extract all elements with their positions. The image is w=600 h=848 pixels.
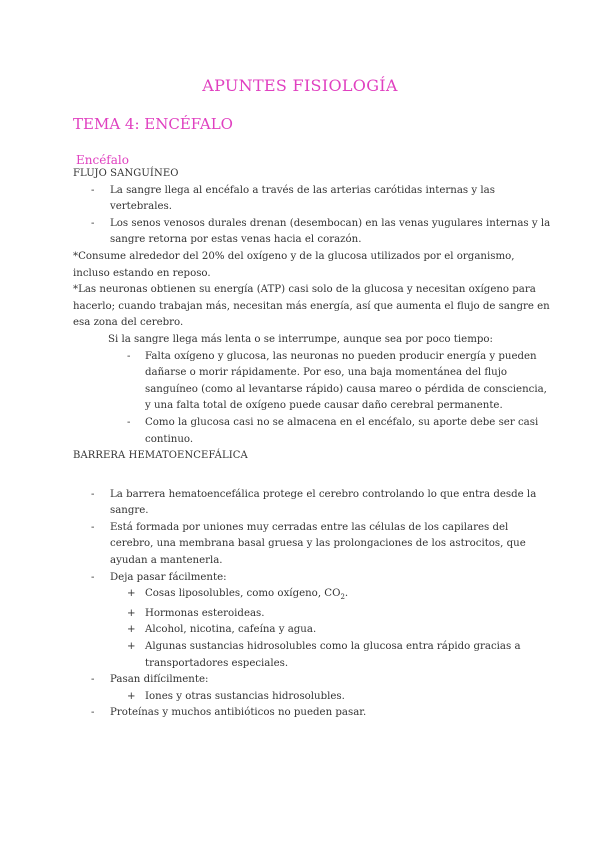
list-item-line: ayudan a mantenerla. — [110, 555, 223, 567]
list-item — [73, 639, 533, 672]
list-item — [73, 606, 533, 623]
note-line: incluso estando en reposo. — [73, 267, 211, 279]
list-item-line: sangre retorna por estas venas hacia el corazón. — [110, 234, 362, 246]
list-item-line: y una falta total de oxígeno puede causar daño cerebral permanente. — [145, 400, 503, 412]
list-item-text: Cosas liposolubles, como oxígeno, CO — [145, 588, 341, 600]
list-item — [73, 622, 533, 639]
plus-bullet: + — [127, 588, 136, 600]
barrera-heading: BARRERA HEMATOENCEFÁLICA — [73, 450, 248, 462]
list-item — [73, 705, 533, 722]
dash-bullet: - — [91, 707, 95, 719]
topic-heading: TEMA 4: ENCÉFALO — [73, 115, 233, 133]
list-item-line: Algunas sustancias hidrosolubles como la glucosa entra rápido gracias a — [145, 641, 521, 653]
list-item-line: sanguíneo (como al levantarse rápido) causa mareo o pérdida de consciencia, — [145, 383, 547, 395]
flujo-heading: FLUJO SANGUÍNEO — [73, 168, 179, 179]
dash-bullet: - — [127, 416, 131, 428]
dash-bullet: - — [91, 571, 95, 583]
list-item-line: cerebro, una membrana basal gruesa y las prolongaciones de los astrocitos, que — [110, 538, 526, 550]
note-line: *Consume alrededor del 20% del oxígeno y de la glucosa utilizados por el organismo, — [73, 250, 515, 262]
list-item-line: Deja pasar fácilmente: — [110, 571, 227, 583]
list-item-line: Los senos venosos durales drenan (desembocan) en las venas yugulares internas y la — [110, 217, 551, 229]
list-item-line — [145, 586, 533, 606]
list-item — [73, 570, 533, 587]
list-item-line: La sangre llega al encéfalo a través de las arterias carótidas internas y las — [110, 184, 495, 196]
spacer — [73, 465, 533, 487]
list-item-line: sangre. — [110, 505, 149, 517]
list-item-line: Está formada por uniones muy cerradas entre las células de los capilares del — [110, 521, 509, 533]
dash-bullet: - — [91, 488, 95, 500]
section-subheading: Encéfalo — [76, 153, 129, 167]
note-line: esa zona del cerebro. — [73, 317, 184, 329]
list-item — [73, 487, 537, 520]
list-item — [73, 349, 547, 415]
dash-bullet: - — [91, 184, 95, 196]
document-title: APUNTES FISIOLOGÍA — [202, 76, 398, 95]
list-item-line: Iones y otras sustancias hidrosolubles. — [145, 690, 345, 702]
list-item-line: transportadores especiales. — [145, 657, 289, 669]
note-line: hacerlo; cuando trabajan más, necesitan más energía, así que aumenta el flujo de sangre en — [73, 300, 550, 312]
list-item-line: Como la glucosa casi no se almacena en el encéfalo, su aporte debe ser casi — [145, 416, 539, 428]
list-item-text: . — [344, 588, 349, 600]
list-item-line: Hormonas esteroideas. — [145, 607, 265, 619]
list-item — [73, 672, 533, 689]
list-item — [73, 216, 551, 249]
dash-bullet: - — [91, 521, 95, 533]
dash-bullet: - — [91, 674, 95, 686]
plus-bullet: + — [127, 690, 136, 702]
list-item-line: La barrera hematoencefálica protege el cerebro controlando lo que entra desde la — [110, 488, 537, 500]
list-item-line: Alcohol, nicotina, cafeína y agua. — [145, 624, 317, 636]
list-item-line: continuo. — [145, 433, 194, 445]
interruption-line: Si la sangre llega más lenta o se interrumpe, aunque sea por poco tiempo: — [108, 333, 493, 345]
list-item — [73, 415, 539, 448]
document-body — [73, 166, 551, 722]
dash-bullet: - — [127, 350, 131, 362]
list-item-line: dañarse o morir rápidamente. Por eso, una baja momentánea del flujo — [145, 367, 508, 379]
list-item-line: Proteínas y muchos antibióticos no pueden pasar. — [110, 707, 367, 719]
plus-bullet: + — [127, 641, 136, 653]
list-item-line: Falta oxígeno y glucosa, las neuronas no pueden producir energía y pueden — [145, 350, 537, 362]
list-item — [73, 183, 533, 216]
list-item-line: vertebrales. — [110, 201, 172, 213]
note-line: *Las neuronas obtienen su energía (ATP) casi solo de la glucosa y necesitan oxígeno para — [73, 284, 536, 296]
list-item-line: Pasan difícilmente: — [110, 674, 209, 686]
list-item — [73, 689, 533, 706]
plus-bullet: + — [127, 624, 136, 636]
dash-bullet: - — [91, 217, 95, 229]
list-item — [73, 586, 533, 606]
plus-bullet: + — [127, 607, 136, 619]
subscript: 2 — [340, 593, 345, 602]
list-item — [73, 520, 533, 570]
